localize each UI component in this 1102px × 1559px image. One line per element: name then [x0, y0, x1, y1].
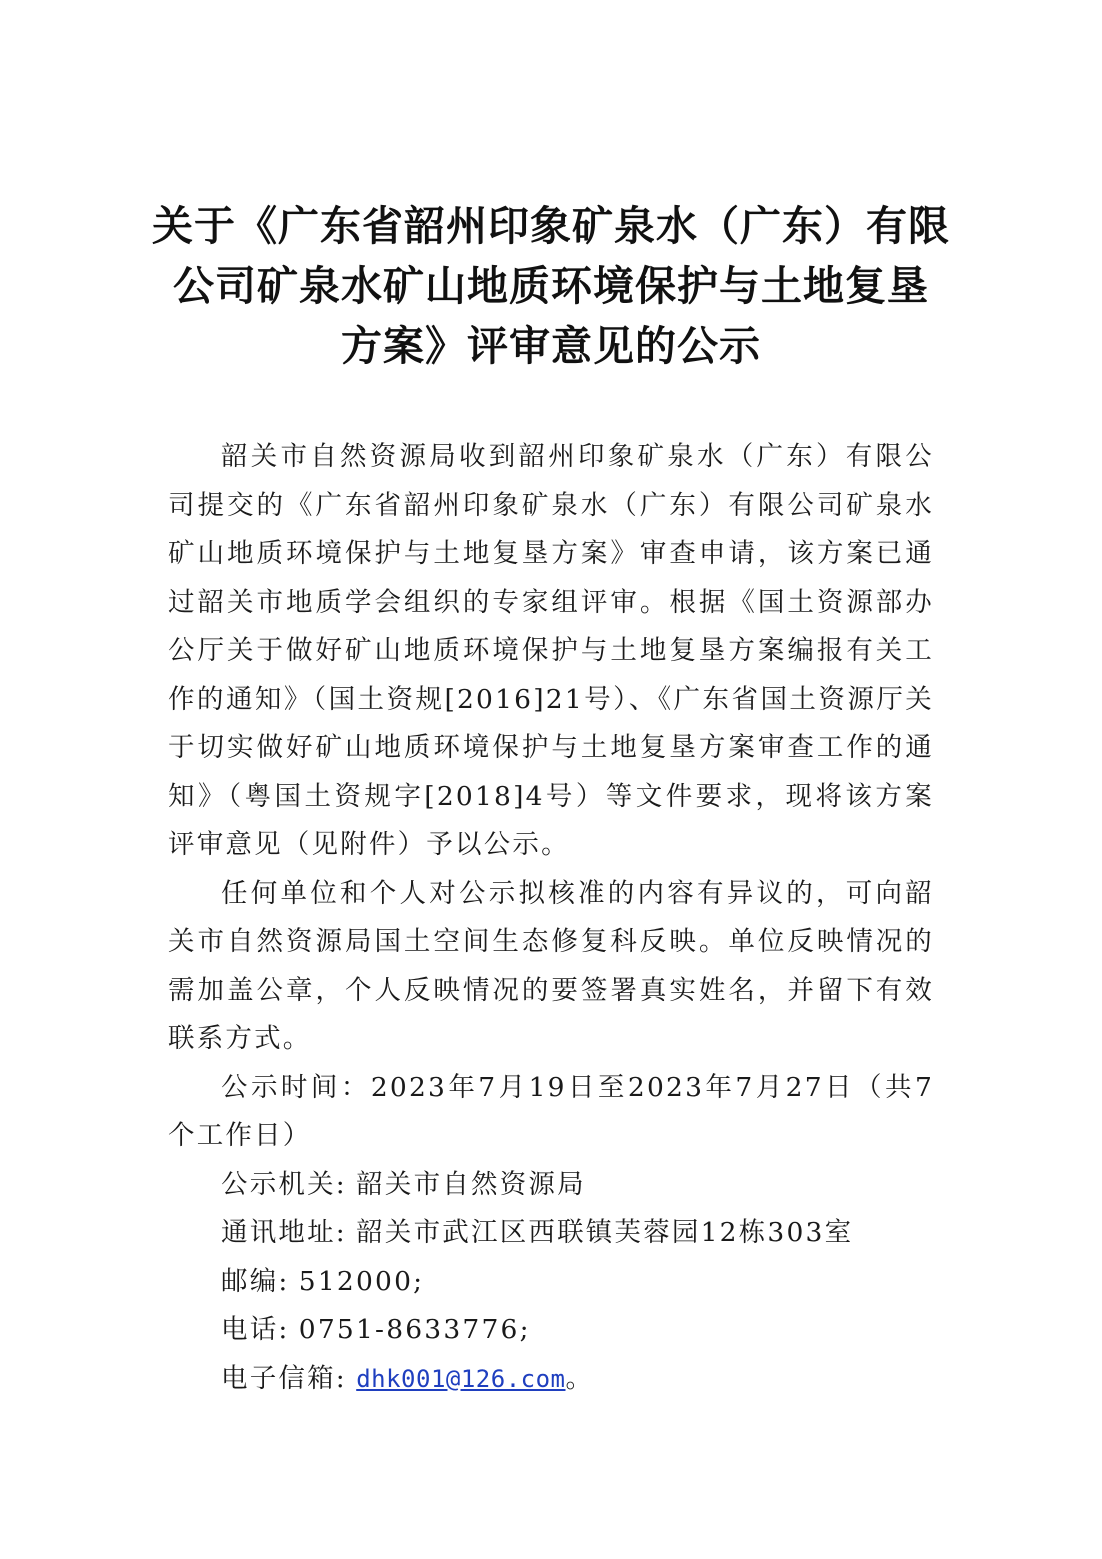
agency-value: 韶关市自然资源局: [356, 1168, 586, 1200]
publicity-agency: [168, 1161, 934, 1210]
publicity-period-paragraph: 公示时间：2023年7月19日至2023年7月27日（共7个工作日）: [168, 1071, 934, 1151]
postcode-value: 512000;: [298, 1265, 425, 1297]
phone-value: 0751-8633776;: [298, 1314, 531, 1345]
mailing-address: [168, 1209, 934, 1258]
telephone: [168, 1306, 934, 1355]
postcode-label: 邮编:: [221, 1265, 290, 1297]
agency-label: 公示机关:: [221, 1168, 347, 1200]
document-title: [150, 196, 952, 376]
email: [168, 1355, 934, 1404]
title-line-1: 关于《广东省韶州印象矿泉水（广东）有限: [152, 202, 950, 250]
document-body: [168, 433, 934, 1403]
email-label: 电子信箱:: [221, 1362, 347, 1394]
postal-code: [168, 1258, 934, 1307]
phone-label: 电话:: [221, 1314, 290, 1345]
email-link[interactable]: dhk001@126.com: [356, 1364, 566, 1393]
address-value: 韶关市武江区西联镇芙蓉园12栋303室: [356, 1217, 854, 1248]
intro-paragraph: 韶关市自然资源局收到韶州印象矿泉水（广东）有限公司提交的《广东省韶州印象矿泉水（广东）有限公司矿泉水矿山地质环境保护与土地复垦方案》审查申请，该方案已通过韶关市地质学会组织的专家组评审。根据《国土资源部办公厅关于做好矿山地质环境保护与土地复垦方案编报有关工作的通知》（国土资规[2016]21号）、《广东省国土资源厅关于切实做好矿山地质环境保护与土地复垦方案审查工作的通知》（粤国土资规字[2018]4号）等文件要求，现将该方案评审意见（见附件）予以公示。: [168, 441, 934, 860]
address-label: 通讯地址:: [221, 1217, 347, 1248]
email-suffix: 。: [565, 1362, 595, 1394]
title-line-2: 公司矿泉水矿山地质环境保护与土地复垦: [173, 262, 929, 310]
objection-paragraph: 任何单位和个人对公示拟核准的内容有异议的，可向韶关市自然资源局国土空间生态修复科反映。单位反映情况的需加盖公章，个人反映情况的要签署真实姓名，并留下有效联系方式。: [168, 877, 934, 1054]
title-line-3: 方案》评审意见的公示: [341, 322, 761, 370]
